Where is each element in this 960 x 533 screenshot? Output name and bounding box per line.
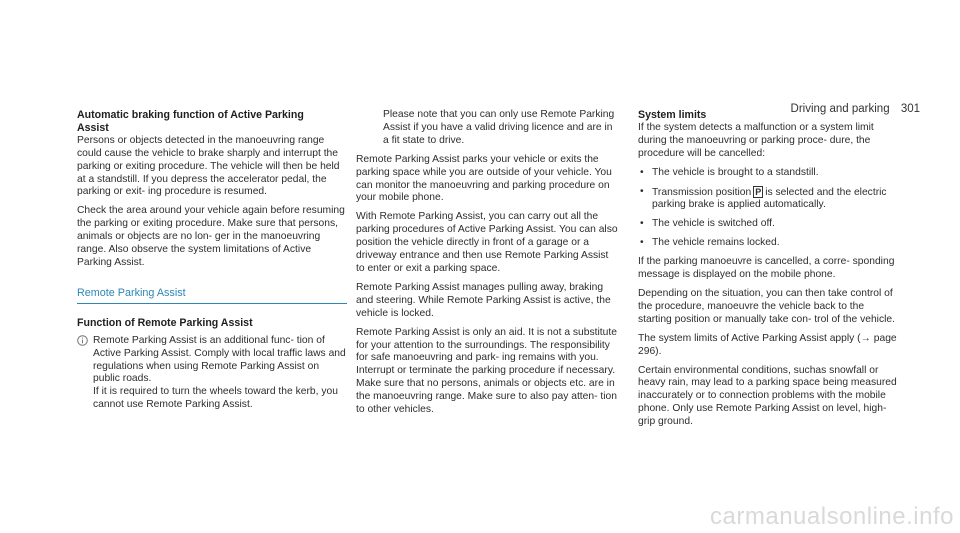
- paragraph: If the system detects a malfunction or a system limit during the manoeuvring or parking proce- dure, the procedure will be cancelled:: [638, 121, 874, 159]
- info-icon: [77, 335, 93, 412]
- list-item: [638, 186, 900, 213]
- list-item-text: is selected and the electric parking brake is applied automatically.: [652, 186, 887, 211]
- page-number: 301: [900, 103, 920, 115]
- heading-system-limits: System limits: [638, 109, 707, 121]
- paragraph: Remote Parking Assist parks your vehicle or exits the parking space while you are outside of your vehicle. You can monitor the manoeuvring and parking procedure on your mobile phone.: [356, 153, 612, 204]
- heading-line-1: Automatic braking function of Active Parking: [77, 109, 304, 121]
- note-text: Remote Parking Assist is an additional func- tion of Active Parking Assist. Comply with local traffic laws and regulations when using Remote Parking Assist on public roads.: [93, 334, 346, 385]
- paragraph: Persons or objects detected in the manoeuvring range could cause the vehicle to brake sharply and interrupt the parking or exiting procedure. The vehicle will then be held at a standstill. If you depress the accelerator pedal, the parking or exit- ing procedure is resumed.: [77, 134, 340, 198]
- watermark: carmanualsonline.info: [710, 503, 954, 530]
- paragraph: If the parking manoeuvre is cancelled, a corre- sponding message is displayed on the mobile phone.: [638, 256, 895, 281]
- list-item: • The vehicle is brought to a standstill.: [638, 167, 900, 180]
- paragraph: With Remote Parking Assist, you can carry out all the parking procedures of Active Parking Assist. You can also position the vehicle directly in front of a garage or a driveway entrance and then use Remote Parking Assist to enter or exit a parking space.: [356, 211, 618, 274]
- note-text: If it is required to turn the wheels toward the kerb, you cannot use Remote Parking Assist.: [93, 386, 338, 411]
- column-right: [638, 109, 900, 435]
- paragraph-page-reference: The system limits of Active Parking Assist apply (→ page 296).: [638, 332, 897, 357]
- column-left: [77, 109, 347, 412]
- heading-automatic-braking: [77, 109, 347, 135]
- paragraph: Certain environmental conditions, suchas snowfall or heavy rain, may lead to a parking space being measured inaccurately or to connection problems with the mobile phone. Only use Remote Parking Assist on level, high-grip ground.: [638, 364, 897, 428]
- list-item-text: Transmission position: [652, 186, 752, 198]
- paragraph: Remote Parking Assist manages pulling away, braking and steering. While Remote Parking Assist is active, the vehicle is locked.: [356, 281, 611, 319]
- list-item: • The vehicle remains locked.: [638, 237, 900, 250]
- info-note: [77, 335, 347, 412]
- column-middle: [356, 109, 618, 423]
- header-section-title: Driving and parking: [790, 103, 890, 115]
- subheading-function: Function of Remote Parking Assist: [77, 316, 253, 329]
- section-title-remote-parking-assist: Remote Parking Assist: [77, 287, 347, 304]
- paragraph: Depending on the situation, you can then take control of the procedure, manoeuvre the vehicle back to the starting position or manually take con- trol of the vehicle.: [638, 287, 895, 325]
- paragraph: Remote Parking Assist is only an aid. It is not a substitute for your attention to the surroundings. The responsibility for safe manoeuvring and park- ing remains with you. Interrupt or terminate the parking procedure if necessary. Make sure that no persons, animals or objects etc. are in the manoeuvring range. Make sure to also pay atten- tion to other vehicles.: [356, 326, 618, 416]
- paragraph: Please note that you can only use Remote Parking Assist if you have a valid driving licence and are in a fit state to drive.: [383, 109, 615, 146]
- heading-line-2: Assist: [77, 121, 109, 134]
- paragraph: Check the area around your vehicle again before resuming the parking or exiting procedure. Make sure that persons, animals or objects are no lon- ger in the manoeuvring range. Also observe the system limitations of Active Parking Assist.: [77, 205, 345, 268]
- list-item: • The vehicle is switched off.: [638, 218, 900, 231]
- bullet-list: [638, 167, 900, 251]
- park-position-key-icon: P: [755, 186, 762, 197]
